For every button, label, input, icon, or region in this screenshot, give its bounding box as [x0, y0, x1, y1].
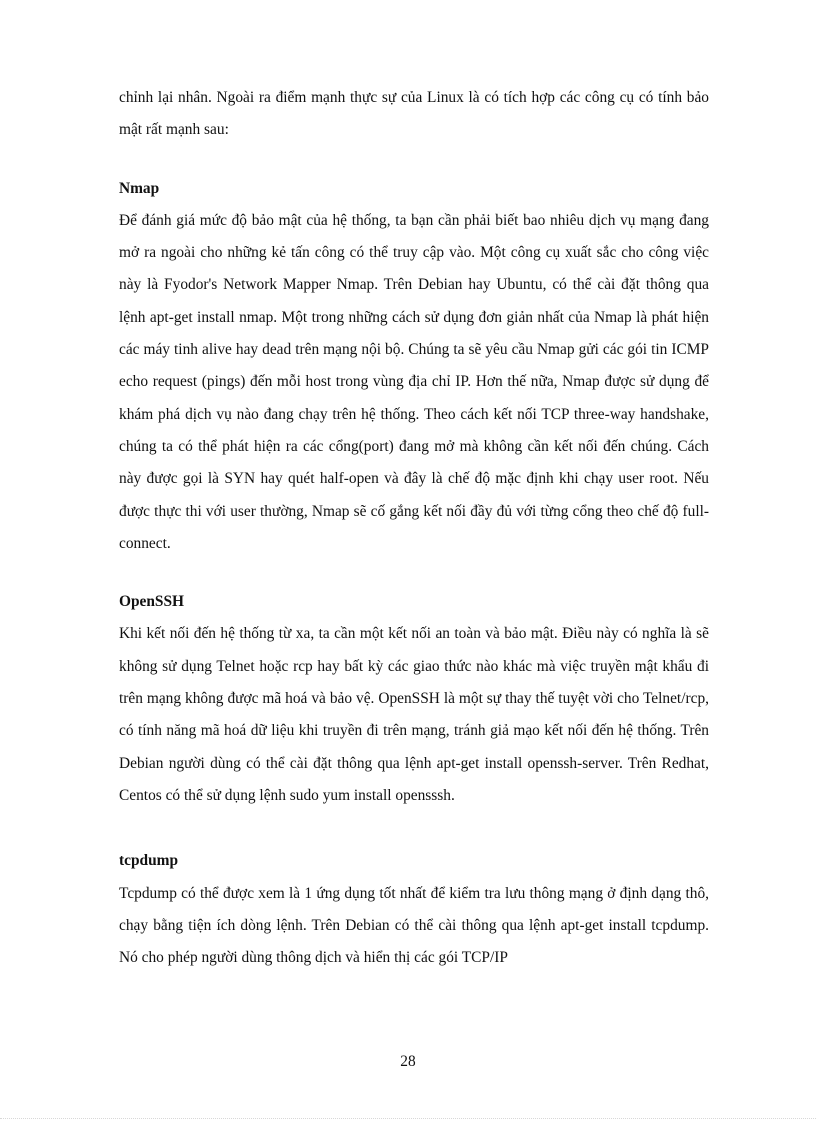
spacer — [119, 560, 709, 586]
page-content — [119, 82, 709, 974]
section-body-openssh: Khi kết nối đến hệ thống từ xa, ta cần một kết nối an toàn và bảo mật. Điều này có nghĩa là sẽ không sử dụng Telnet hoặc rcp hay bất kỳ các giao thức nào khác mà việc truyền mật khẩu đi trên mạng không được mã hoá và bảo vệ. OpenSSH là một sự thay thế tuyệt vời cho Telnet/rcp, có tính năng mã hoá dữ liệu khi truyền đi trên mạng, tránh giả mạo kết nối đến hệ thống. Trên Debian người dùng có thể cài đặt thông qua lệnh apt-get install openssh-server. Trên Redhat, Centos có thể sử dụng lệnh sudo yum install opensssh. — [119, 625, 709, 804]
section-heading-nmap: Nmap — [119, 179, 160, 197]
intro-paragraph: chỉnh lại nhân. Ngoài ra điểm mạnh thực sự của Linux là có tích hợp các công cụ có tính bảo mật rất mạnh sau: — [119, 89, 709, 139]
spacer — [119, 147, 709, 173]
section-body-nmap: Để đánh giá mức độ bảo mật của hệ thống, ta bạn cần phải biết bao nhiêu dịch vụ mạng đang mở ra ngoài cho những kẻ tấn công có thể truy cập vào. Một công cụ xuất sắc cho công việc này là Fyodor's Network Mapper Nmap. Trên Debian hay Ubuntu, có thể cài đặt thông qua lệnh apt-get install nmap. Một trong những cách sử dụng đơn giản nhất của Nmap là phát hiện các máy tinh alive hay dead trên mạng nội bộ. Chúng ta sẽ yêu cầu Nmap gửi các gói tin ICMP echo request (pings) đến mỗi host trong vùng địa chỉ IP. Hơn thế nữa, Nmap được sử dụng để khám phá dịch vụ nào đang chạy trên hệ thống. Theo cách kết nối TCP three-way handshake, chúng ta có thể phát hiện ra các cổng(port) đang mở mà không cần kết nối đến chúng. Cách này được gọi là SYN hay quét half-open và đây là chế độ mặc định khi chạy user root. Nếu được thực thi với user thường, Nmap sẽ cố gắng kết nối đầy đủ với từng cổng theo chế độ full-connect. — [119, 211, 709, 552]
spacer — [119, 812, 709, 845]
footer-divider — [0, 1118, 816, 1119]
section-body-tcpdump: Tcpdump có thể được xem là 1 ứng dụng tốt nhất để kiểm tra lưu thông mạng ở định dạng thô, chạy bằng tiện ích dòng lệnh. Trên Debian có thể cài thông qua lệnh apt-get install tcpdump. Nó cho phép người dùng thông dịch và hiển thị các gói TCP/IP — [119, 884, 709, 967]
section-heading-openssh: OpenSSH — [119, 593, 185, 611]
page-number: 28 — [400, 1053, 416, 1070]
section-heading-tcpdump: tcpdump — [119, 852, 179, 870]
